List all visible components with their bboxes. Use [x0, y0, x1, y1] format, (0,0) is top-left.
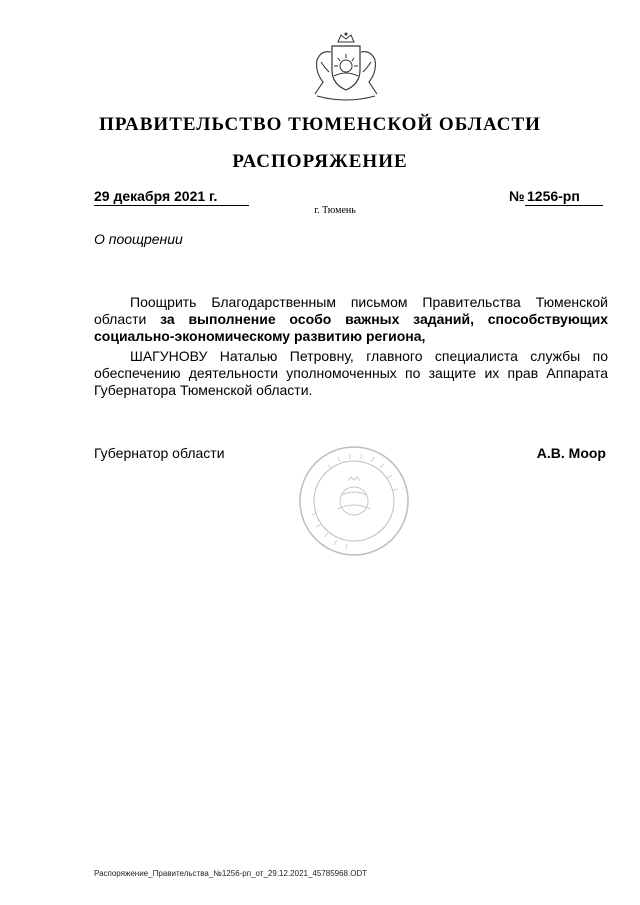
body-paragraph-1-bold: за выполнение особо важных заданий, способствующих социально-экономическому развитию региона, — [94, 311, 608, 344]
number-sign: № — [509, 188, 525, 204]
official-seal-stamp — [298, 445, 410, 557]
city-label: г. Тюмень — [314, 205, 356, 216]
document-date: 29 декабря 2021 г. — [94, 187, 249, 206]
document-subject: О поощрении — [94, 231, 183, 247]
body-paragraph-1-plain: Поощрить Благодарственным письмом Правительства Тюменской области — [94, 294, 608, 327]
signer-name: А.В. Моор — [536, 445, 606, 461]
document-number — [509, 187, 604, 206]
document-type-title: РАСПОРЯЖЕНИЕ — [232, 151, 408, 172]
signer-title: Губернатор области — [94, 445, 225, 461]
number-value: 1256-рп — [525, 187, 603, 206]
body-paragraph-2: ШАГУНОВУ Наталью Петровну, главного специалиста службы по обеспечению деятельности уполномоченных по защите их прав Аппарата Губернатора Тюменской области. — [94, 348, 608, 398]
government-title: ПРАВИТЕЛЬСТВО ТЮМЕНСКОЙ ОБЛАСТИ — [99, 114, 541, 135]
file-name-footer: Распоряжение_Правительства_№1256-рп_от_29.12.2021_45785968.ODT — [94, 869, 368, 878]
body-paragraph-1 — [94, 294, 608, 345]
coat-of-arms-emblem — [303, 32, 389, 104]
